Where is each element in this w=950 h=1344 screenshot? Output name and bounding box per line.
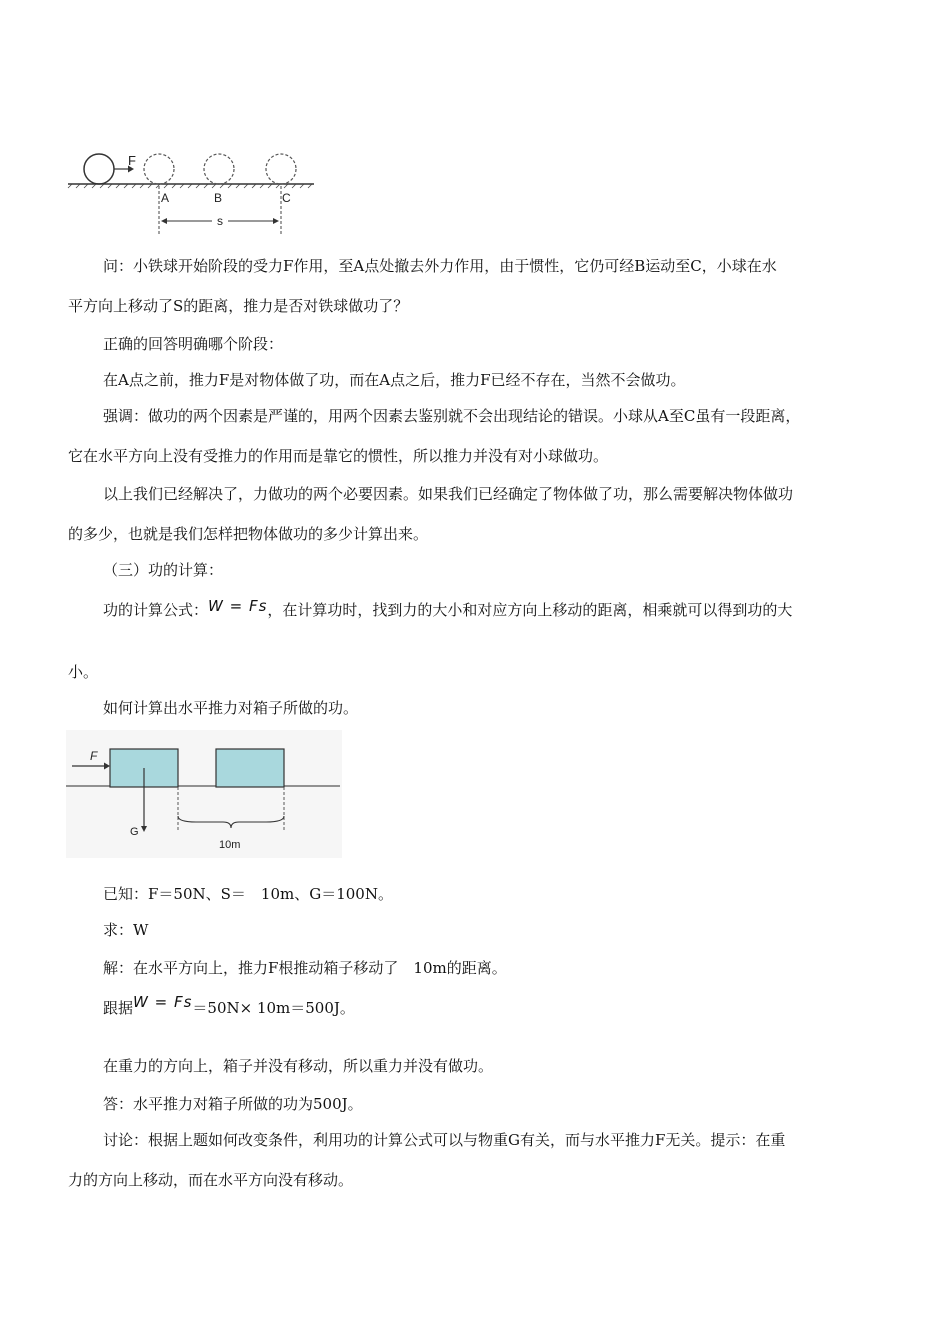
final-answer: 答：水平推力对箱子所做的功为500J。 bbox=[103, 1095, 363, 1113]
question-line-1: 问：小铁球开始阶段的受力F作用，至A点处撤去外力作用，由于惯性，它仍可经B运动至C，小球在水 bbox=[103, 257, 777, 275]
formula-prefix: 功的计算公式： bbox=[103, 601, 209, 619]
distance-label: 10m bbox=[219, 839, 241, 851]
formula-line bbox=[103, 597, 793, 620]
work-formula: W = Fs bbox=[208, 597, 268, 615]
ball-position-c bbox=[266, 154, 296, 184]
calculation-line bbox=[103, 993, 355, 1018]
answer-text: 在A点之前，推力F是对物体做了功，而在A点之后，推力F已经不存在，当然不会做功。 bbox=[103, 371, 686, 389]
solution-step: 解：在水平方向上，推力F根推动箱子移动了 10m的距离。 bbox=[103, 959, 507, 977]
given-values: 已知：F＝50N、S＝ 10m、G＝100N。 bbox=[103, 885, 393, 903]
iron-ball bbox=[84, 154, 114, 184]
emphasis-line-2: 它在水平方向上没有受推力的作用而是靠它的惯性，所以推力并没有对小球做功。 bbox=[68, 447, 609, 465]
question-line-2: 平方向上移动了S的距离，推力是否对铁球做功了？ bbox=[68, 297, 409, 315]
ball-position-b bbox=[204, 154, 234, 184]
formula-suffix: ，在计算功时，找到力的大小和对应方向上移动的距离，相乘就可以得到功的大 bbox=[267, 601, 793, 619]
box-end bbox=[216, 749, 284, 787]
ball-motion-figure bbox=[66, 150, 316, 240]
force-label: F bbox=[90, 749, 98, 763]
calc-prefix: 跟据 bbox=[103, 999, 134, 1017]
summary-line-1: 以上我们已经解决了，力做功的两个必要因素。如果我们已经确定了物体做了功，那么需要解决物体做功 bbox=[103, 485, 794, 503]
find-target: 求：W bbox=[103, 921, 149, 939]
point-b-label: B bbox=[214, 191, 223, 205]
point-c-label: C bbox=[282, 191, 291, 205]
calc-formula: W = Fs bbox=[133, 993, 193, 1011]
how-to-question: 如何计算出水平推力对箱子所做的功。 bbox=[103, 699, 359, 717]
distance-arrow-right bbox=[273, 218, 279, 224]
discussion-line-1: 讨论：根据上题如何改变条件，利用功的计算公式可以与物重G有关，而与水平推力F无关。提示：在重 bbox=[103, 1131, 786, 1149]
discussion-line-2: 力的方向上移动，而在水平方向没有移动。 bbox=[68, 1171, 354, 1189]
point-a-label: A bbox=[161, 191, 170, 205]
summary-line-2: 的多少，也就是我们怎样把物体做功的多少计算出来。 bbox=[68, 525, 429, 543]
force-label: F bbox=[128, 153, 136, 168]
section-heading: （三）功的计算： bbox=[103, 561, 224, 579]
ball-position-a bbox=[144, 154, 174, 184]
distance-arrow-left bbox=[161, 218, 167, 224]
calc-result: ＝50N× 10m＝500J。 bbox=[192, 999, 355, 1017]
formula-line-2: 小。 bbox=[68, 663, 99, 681]
gravity-note: 在重力的方向上，箱子并没有移动，所以重力并没有做功。 bbox=[103, 1057, 494, 1075]
gravity-label: G bbox=[130, 826, 139, 838]
emphasis-line-1: 强调：做功的两个因素是严谨的，用两个因素去鉴别就不会出现结论的错误。小球从A至C虽有一段距离， bbox=[103, 407, 801, 425]
answer-intro: 正确的回答明确哪个阶段： bbox=[103, 335, 284, 353]
distance-label: s bbox=[217, 214, 223, 228]
box-push-figure bbox=[66, 730, 342, 858]
